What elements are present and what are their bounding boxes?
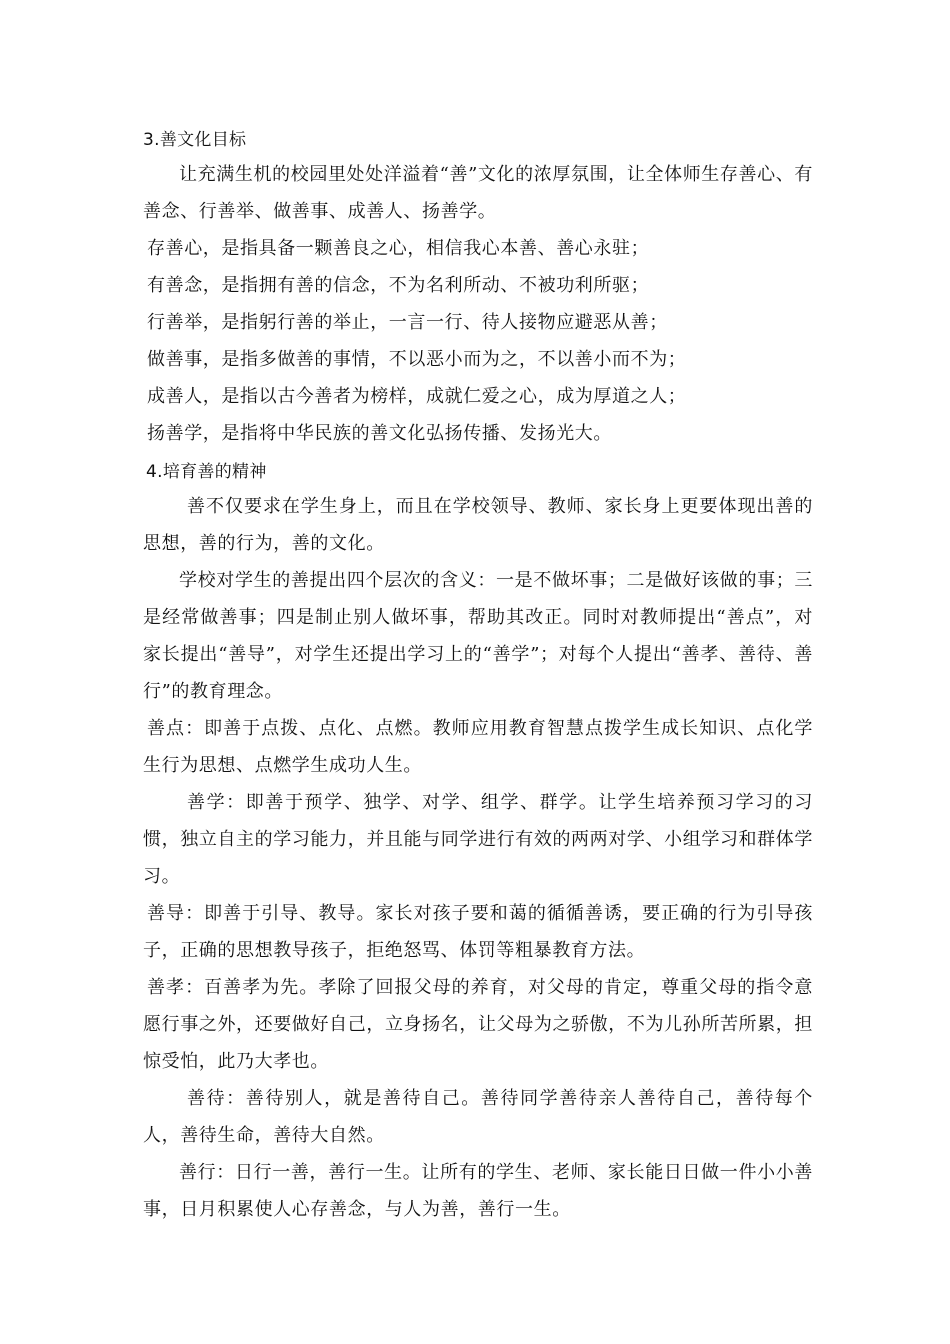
paragraph-shan-dian: 善点：即善于点拨、点化、点燃。教师应用教育智慧点拨学生成长知识、点化学生行为思想、点燃学生成功人生。 xyxy=(143,718,813,776)
list-item-yang-shan-xue: 扬善学，是指将中华民族的善文化弘扬传播、发扬光大。 xyxy=(147,423,612,444)
list-item-you-shan-nian: 有善念，是指拥有善的信念，不为名利所动、不被功利所驱； xyxy=(147,275,650,296)
paragraph-goal: 让充满生机的校园里处处洋溢着“善”文化的浓厚氛围，让全体师生存善心、有善念、行善举、做善事、成善人、扬善学。 xyxy=(143,164,813,222)
section-heading-3: 3.善文化目标 xyxy=(143,130,247,150)
paragraph-shan-xue: 善学：即善于预学、独学、对学、组学、群学。让学生培养预习学习的习惯，独立自主的学习能力，并且能与同学进行有效的两两对学、小组学习和群体学习。 xyxy=(143,792,813,887)
list-item-cheng-shan-ren: 成善人，是指以古今善者为榜样，成就仁爱之心，成为厚道之人； xyxy=(147,386,687,407)
paragraph-shan-xing: 善行：日行一善，善行一生。让所有的学生、老师、家长能日日做一件小小善事，日月积累使人心存善念，与人为善，善行一生。 xyxy=(143,1162,813,1220)
list-item-cun-shan-xin: 存善心，是指具备一颗善良之心，相信我心本善、善心永驻； xyxy=(147,238,650,259)
paragraph-levels: 学校对学生的善提出四个层次的含义：一是不做坏事；二是做好该做的事；三是经常做善事；四是制止别人做坏事，帮助其改正。同时对教师提出“善点”，对家长提出“善导”，对学生还提出学习上的“善学”；对每个人提出“善孝、善待、善行”的教育理念。 xyxy=(143,570,813,702)
section-heading-4: 4.培育善的精神 xyxy=(146,462,267,482)
paragraph-shan-dao: 善导：即善于引导、教导。家长对孩子要和蔼的循循善诱，要正确的行为引导孩子，正确的思想教导孩子，拒绝怒骂、体罚等粗暴教育方法。 xyxy=(143,903,813,961)
list-item-zuo-shan-shi: 做善事，是指多做善的事情，不以恶小而为之，不以善小而不为； xyxy=(147,349,687,370)
list-item-xing-shan-ju: 行善举，是指躬行善的举止，一言一行、待人接物应避恶从善； xyxy=(147,312,668,333)
paragraph-shan-xiao: 善孝：百善孝为先。孝除了回报父母的养育，对父母的肯定，尊重父母的指令意愿行事之外，还要做好自己，立身扬名，让父母为之骄傲，不为儿孙所苦所累，担惊受怕，此乃大孝也。 xyxy=(143,977,813,1072)
paragraph-spirit: 善不仅要求在学生身上，而且在学校领导、教师、家长身上更要体现出善的思想，善的行为，善的文化。 xyxy=(143,496,813,554)
paragraph-shan-dai: 善待：善待别人，就是善待自己。善待同学善待亲人善待自己，善待每个人，善待生命，善待大自然。 xyxy=(143,1088,813,1146)
